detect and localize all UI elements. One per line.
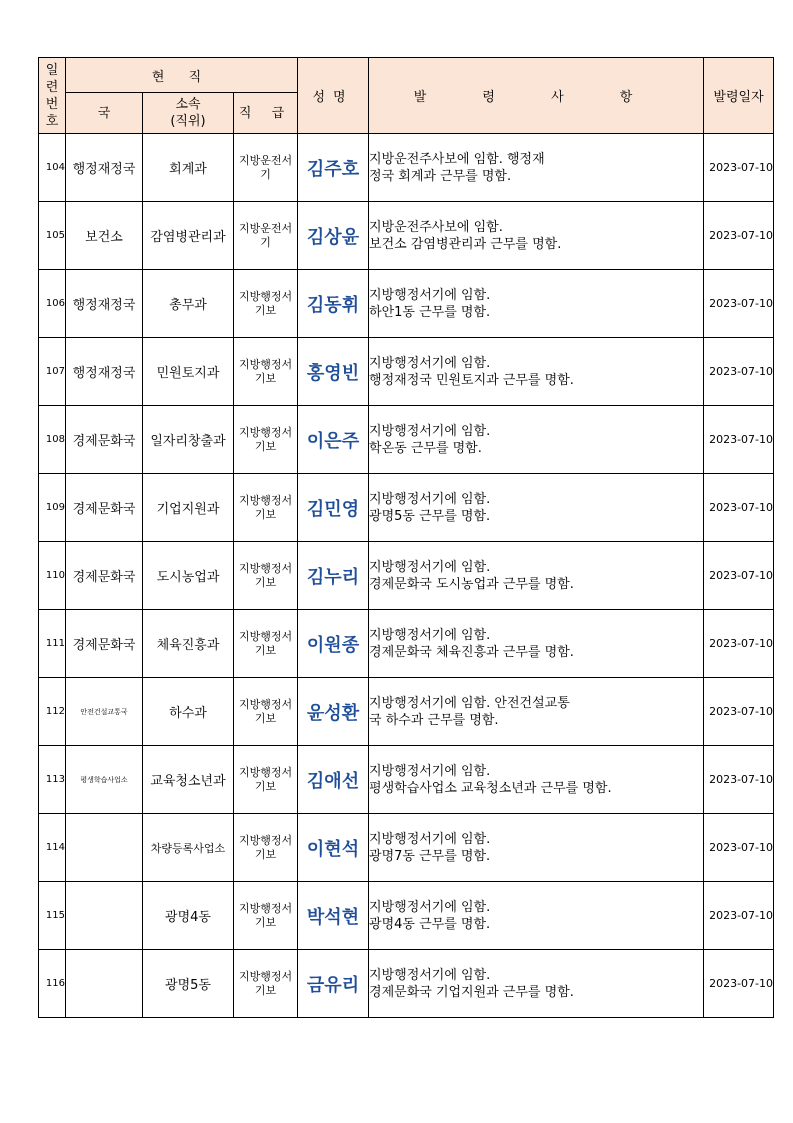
grade-cell: 지방행정서 기보 [234,746,298,814]
serial-no-cell: 115 [39,882,66,950]
table-row [39,746,774,814]
name-cell: 이원종 [298,610,369,678]
unit-cell: 체육진흥과 [143,610,234,678]
name-cell: 홍영빈 [298,338,369,406]
dept-cell: 보건소 [66,202,143,270]
unit-cell: 교육청소년과 [143,746,234,814]
dept-cell: 안전건설교통국 [66,678,143,746]
dept-cell: 경제문화국 [66,610,143,678]
date-cell: 2023-07-10 [704,202,774,270]
name-cell: 윤성환 [298,678,369,746]
action-cell: 지방행정서기에 임함. 하안1동 근무를 명함. [369,270,704,338]
name-cell: 김누리 [298,542,369,610]
action-cell: 지방운전주사보에 임함. 보건소 감염병관리과 근무를 명함. [369,202,704,270]
serial-no-cell: 112 [39,678,66,746]
action-cell: 지방행정서기에 임함. 광명4동 근무를 명함. [369,882,704,950]
action-cell: 지방행정서기에 임함. 안전건설교통 국 하수과 근무를 명함. [369,678,704,746]
header-action: 발 령 사 항 [369,58,704,134]
name-cell: 김애선 [298,746,369,814]
action-cell: 지방행정서기에 임함. 학온동 근무를 명함. [369,406,704,474]
table-row [39,678,774,746]
name-cell: 이현석 [298,814,369,882]
action-cell: 지방행정서기에 임함. 경제문화국 기업지원과 근무를 명함. [369,950,704,1018]
serial-no-cell: 110 [39,542,66,610]
unit-cell: 기업지원과 [143,474,234,542]
grade-cell: 지방행정서 기보 [234,678,298,746]
date-cell: 2023-07-10 [704,474,774,542]
table-row [39,950,774,1018]
date-cell: 2023-07-10 [704,882,774,950]
dept-cell [66,882,143,950]
unit-cell: 일자리창출과 [143,406,234,474]
table-row [39,542,774,610]
date-cell: 2023-07-10 [704,134,774,202]
dept-cell: 경제문화국 [66,542,143,610]
serial-no-cell: 106 [39,270,66,338]
table-row [39,474,774,542]
unit-cell: 감염병관리과 [143,202,234,270]
unit-cell: 총무과 [143,270,234,338]
grade-cell: 지방운전서 기 [234,134,298,202]
dept-cell: 행정재정국 [66,134,143,202]
table-row [39,270,774,338]
table-row [39,882,774,950]
grade-cell: 지방행정서 기보 [234,270,298,338]
name-cell: 김민영 [298,474,369,542]
header-date: 발령일자 [704,58,774,134]
serial-no-cell: 107 [39,338,66,406]
action-cell: 지방행정서기에 임함. 광명5동 근무를 명함. [369,474,704,542]
date-cell: 2023-07-10 [704,610,774,678]
grade-cell: 지방행정서 기보 [234,542,298,610]
grade-cell: 지방행정서 기보 [234,610,298,678]
grade-cell: 지방운전서 기 [234,202,298,270]
name-cell: 박석현 [298,882,369,950]
header-grade: 직 급 [234,93,298,134]
name-cell: 김동휘 [298,270,369,338]
appointment-table [38,57,774,1018]
grade-cell: 지방행정서 기보 [234,474,298,542]
header-dept: 국 [66,93,143,134]
unit-cell: 차량등록사업소 [143,814,234,882]
date-cell: 2023-07-10 [704,542,774,610]
dept-cell [66,950,143,1018]
grade-cell: 지방행정서 기보 [234,814,298,882]
unit-cell: 광명4동 [143,882,234,950]
serial-no-cell: 114 [39,814,66,882]
dept-cell: 행정재정국 [66,338,143,406]
serial-no-cell: 109 [39,474,66,542]
date-cell: 2023-07-10 [704,950,774,1018]
action-cell: 지방행정서기에 임함. 광명7동 근무를 명함. [369,814,704,882]
table-row [39,814,774,882]
dept-cell [66,814,143,882]
serial-no-cell: 113 [39,746,66,814]
action-cell: 지방운전주사보에 임함. 행정재 정국 회계과 근무를 명함. [369,134,704,202]
date-cell: 2023-07-10 [704,270,774,338]
date-cell: 2023-07-10 [704,406,774,474]
action-cell: 지방행정서기에 임함. 경제문화국 체육진흥과 근무를 명함. [369,610,704,678]
action-cell: 지방행정서기에 임함. 행정재정국 민원토지과 근무를 명함. [369,338,704,406]
name-cell: 김상윤 [298,202,369,270]
table-row [39,202,774,270]
dept-cell: 행정재정국 [66,270,143,338]
header-serial-no: 일 련 번 호 [39,58,66,134]
dept-cell: 경제문화국 [66,406,143,474]
date-cell: 2023-07-10 [704,678,774,746]
action-cell: 지방행정서기에 임함. 평생학습사업소 교육청소년과 근무를 명함. [369,746,704,814]
serial-no-cell: 111 [39,610,66,678]
unit-cell: 하수과 [143,678,234,746]
action-cell: 지방행정서기에 임함. 경제문화국 도시농업과 근무를 명함. [369,542,704,610]
serial-no-cell: 108 [39,406,66,474]
grade-cell: 지방행정서 기보 [234,406,298,474]
header-name: 성명 [298,58,369,134]
unit-cell: 광명5동 [143,950,234,1018]
unit-cell: 도시농업과 [143,542,234,610]
grade-cell: 지방행정서 기보 [234,950,298,1018]
table-row [39,610,774,678]
header-unit: 소속 (직위) [143,93,234,134]
date-cell: 2023-07-10 [704,338,774,406]
grade-cell: 지방행정서 기보 [234,882,298,950]
grade-cell: 지방행정서 기보 [234,338,298,406]
serial-no-cell: 105 [39,202,66,270]
table-row [39,338,774,406]
table-row [39,406,774,474]
name-cell: 금유리 [298,950,369,1018]
name-cell: 이은주 [298,406,369,474]
unit-cell: 회계과 [143,134,234,202]
header-current-position: 현 직 [66,58,298,93]
serial-no-cell: 104 [39,134,66,202]
dept-cell: 경제문화국 [66,474,143,542]
date-cell: 2023-07-10 [704,814,774,882]
name-cell: 김주호 [298,134,369,202]
date-cell: 2023-07-10 [704,746,774,814]
dept-cell: 평생학습사업소 [66,746,143,814]
unit-cell: 민원토지과 [143,338,234,406]
table-row [39,134,774,202]
serial-no-cell: 116 [39,950,66,1018]
